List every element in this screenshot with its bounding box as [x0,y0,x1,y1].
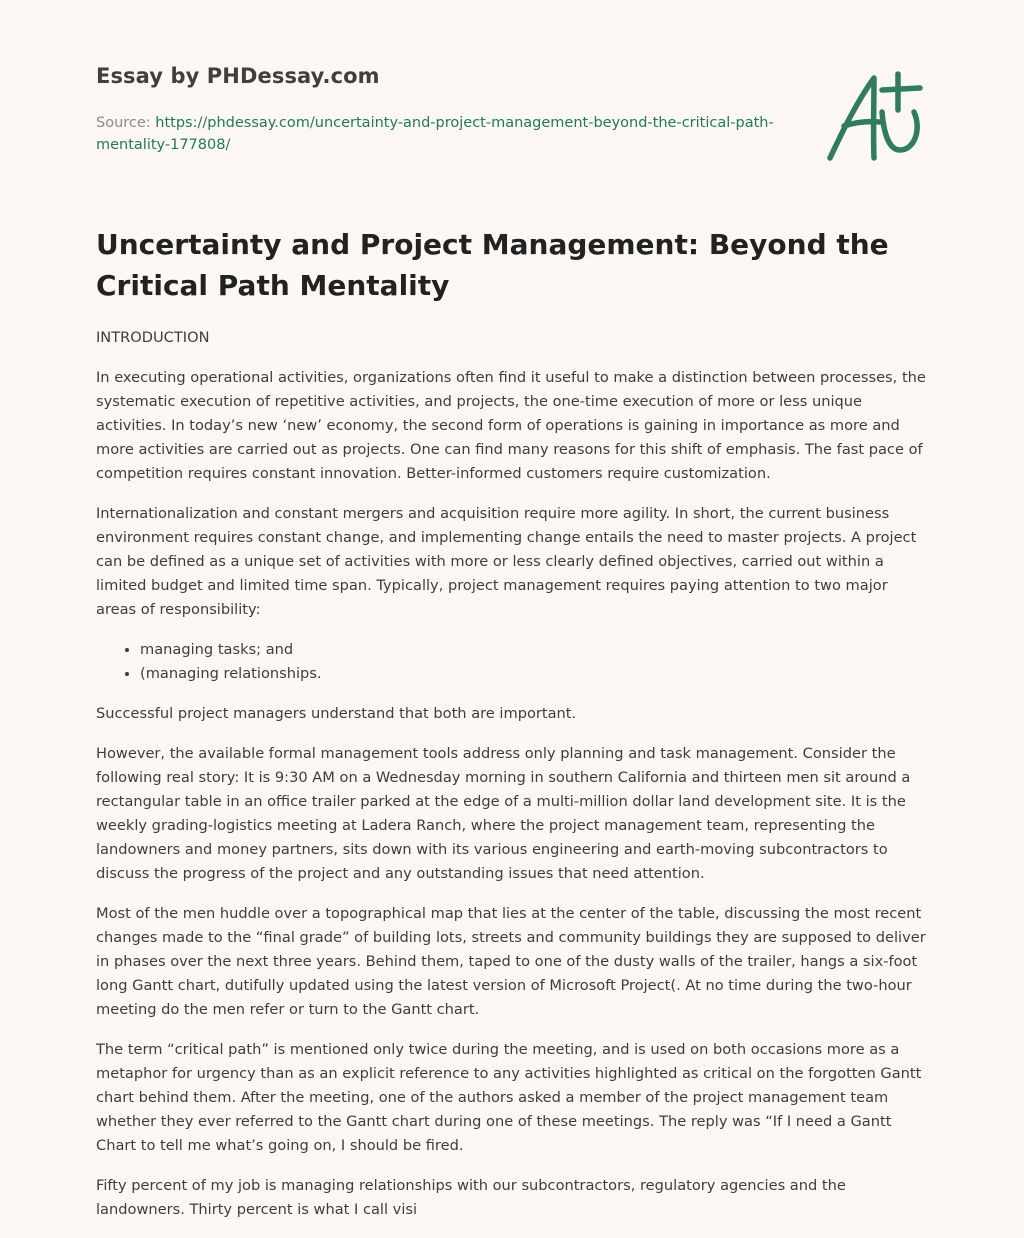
list-item: • managing tasks; and [140,638,930,662]
list-item: • (managing relationships. [140,662,930,686]
section-heading: INTRODUCTION [96,329,210,346]
paragraph: Internationalization and constant mergers and acquisition require more agility. In short, the current business environment requires constant change, and implementing change entails the need to master projects. A project can be defined as a unique set of activities with more or less clearly defined objectives, carried out within a limited budget and limited time span. Typically, project management requires paying attention to two major areas of responsibility: [96,505,917,618]
paragraph: Successful project managers understand that both are important. [96,705,577,722]
essay-title: Uncertainty and Project Management: Beyond the Critical Path Mentality [96,228,889,302]
paragraph: The term “critical path” is mentioned only twice during the meeting, and is used on both occasions more as a metaphor for urgency than as an explicit reference to any activities highlighted as critical on the forgotten Gantt chart behind them. After the meeting, one of the authors asked a member of the project management team whether they ever referred to the Gantt chart during one of these meetings. The reply was “If I need a Gantt Chart to tell me what’s going on, I should be fired. [96,1041,922,1154]
paragraph: Fifty percent of my job is managing relationships with our subcontractors, regulatory agencies and the landowners. Thirty percent is what I call visi [96,1177,846,1218]
paragraph: Most of the men huddle over a topographical map that lies at the center of the table, discussing the most recent changes made to the “final grade” of building lots, streets and community buildings they are supposed to deliver in phases over the next three years. Behind them, taped to one of the dusty walls of the trailer, hangs a six-foot long Gantt chart, dutifully updated using the latest version of Microsoft Project(. At no time during the two-hour meeting do the men refer or turn to the Gantt chart. [96,905,926,1018]
responsibility-list [96,638,930,686]
source-link[interactable]: https://phdessay.com/uncertainty-and-project-management-beyond-the-critical-path-mentality-177808/ [96,115,774,153]
source-line [96,112,796,156]
paragraph: However, the available formal management tools address only planning and task management. Consider the following real story: It is 9:30 AM on a Wednesday morning in southern California and thirteen men sit around a rectangular table in an office trailer parked at the edge of a multi-million dollar land development site. It is the weekly grading-logistics meeting at Ladera Ranch, where the project management team, representing the landowners and money partners, sits down with its various engineering and earth-moving subcontractors to discuss the progress of the project and any outstanding issues that need attention. [96,745,911,882]
essay-body [96,326,930,1238]
paragraph: In executing operational activities, organizations often find it useful to make a distinction between processes, the systematic execution of repetitive activities, and projects, the one-time execution of more or less unique activities. In today’s new ‘new’ economy, the second form of operations is gaining in importance as more and more activities are carried out as projects. One can find many reasons for this shift of emphasis. The fast pace of competition requires constant innovation. Better-informed customers require customization. [96,369,926,482]
source-label: Source: [96,115,151,131]
site-title: Essay by PHDessay.com [96,64,380,88]
a-plus-logo-icon [824,66,928,166]
